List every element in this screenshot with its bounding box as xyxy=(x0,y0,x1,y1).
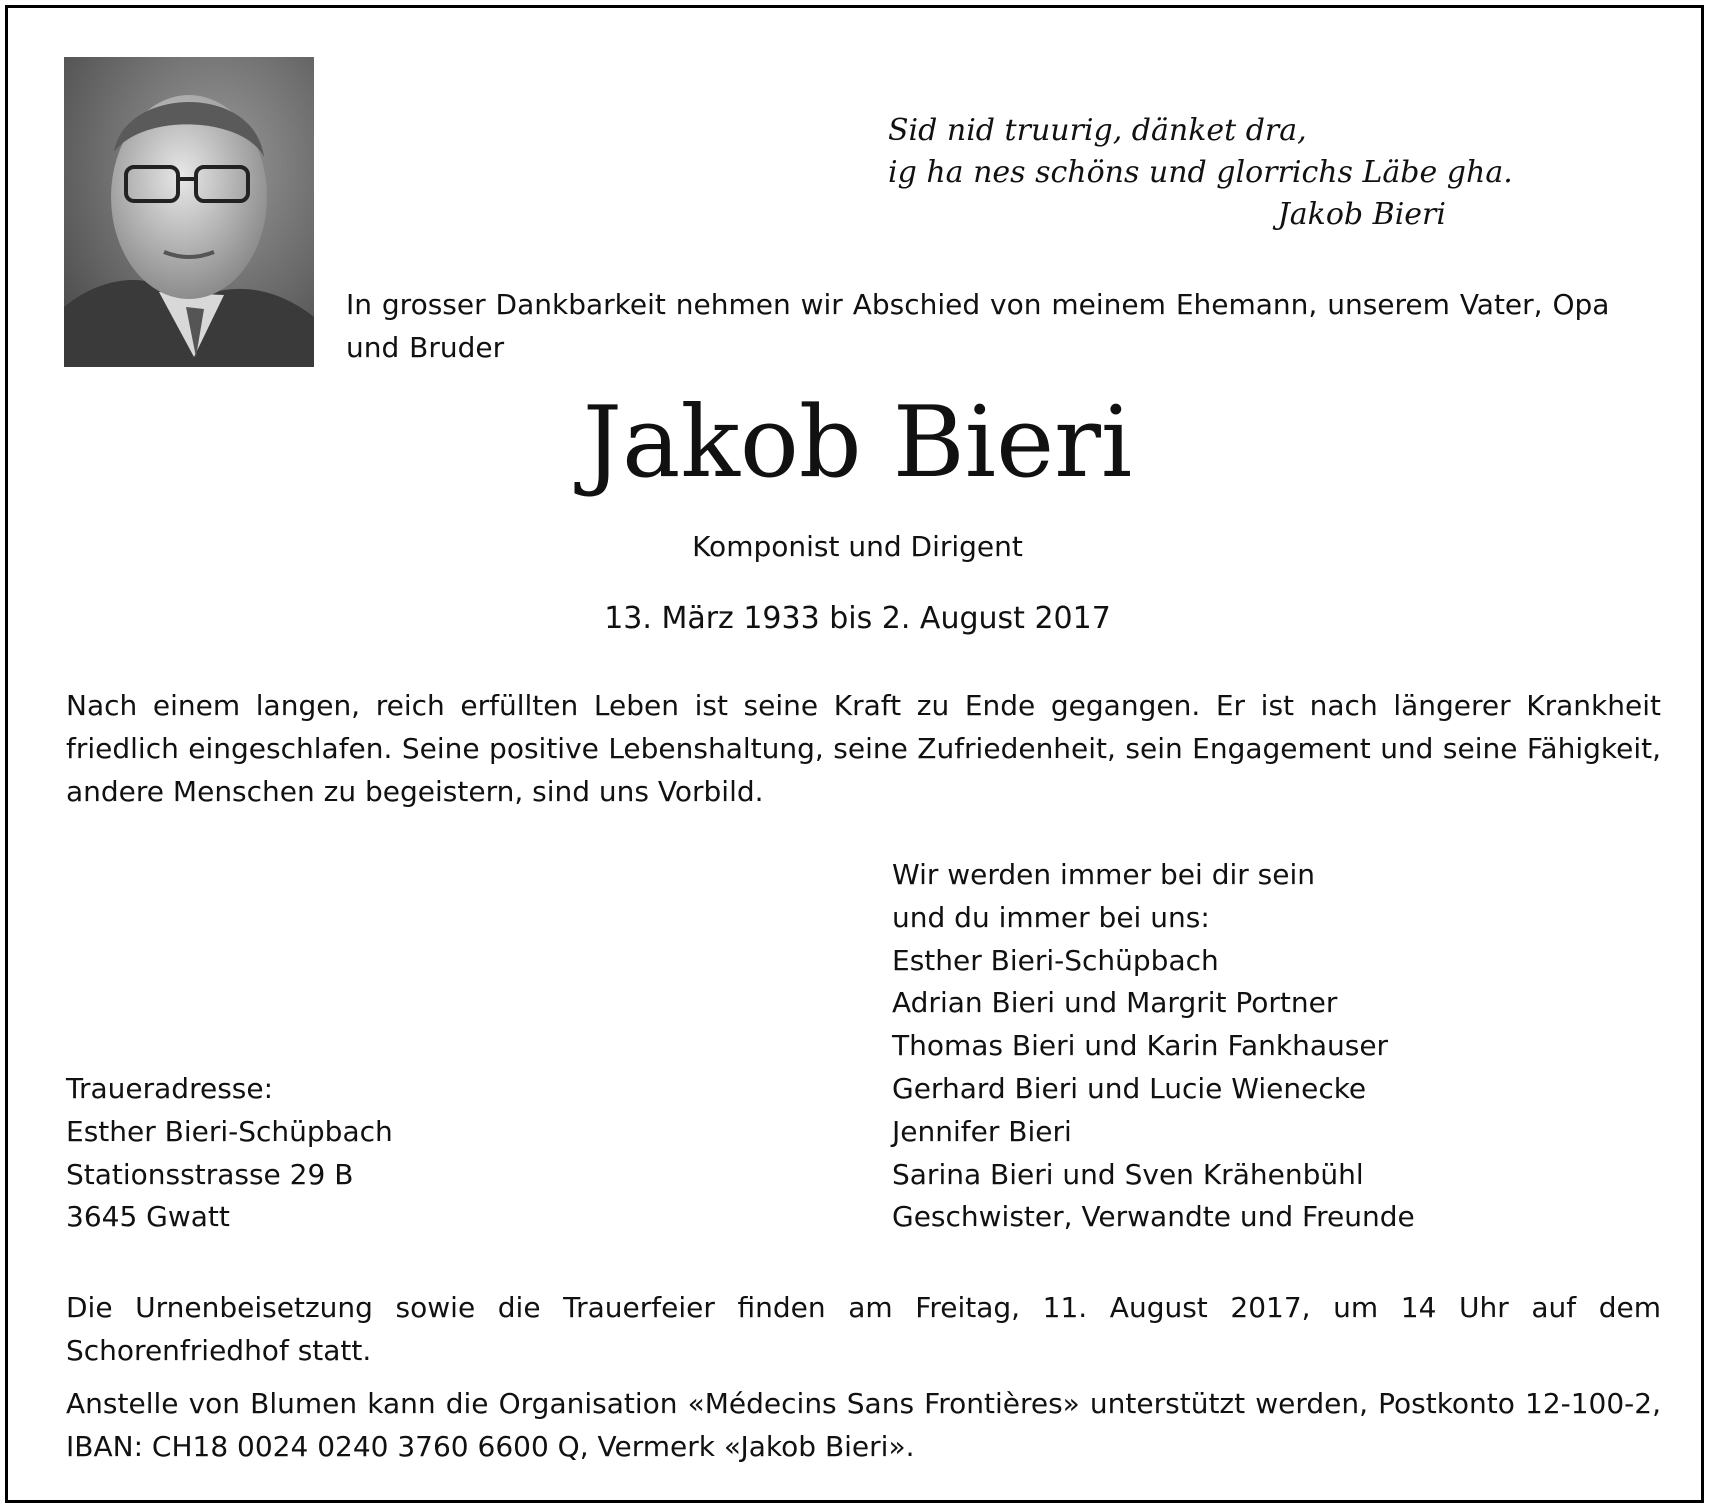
profession: Komponist und Dirigent xyxy=(692,530,1023,563)
family-line: Geschwister, Verwandte und Freunde xyxy=(892,1200,1415,1234)
life-dates: 13. März 1933 bis 2. August 2017 xyxy=(604,601,1111,636)
family-line: Jennifer Bieri xyxy=(892,1114,1072,1148)
obituary-notice xyxy=(5,5,1704,1503)
motto-quote xyxy=(888,110,1513,236)
funeral-info: Die Urnenbeisetzung sowie die Trauerfeier finden am Freitag, 11. August 2017, um 14 Uhr auf dem Schorenfriedhof statt. xyxy=(66,1291,1661,1367)
family-line: Adrian Bieri und Margrit Portner xyxy=(892,986,1338,1020)
family-list xyxy=(892,854,1652,1239)
address-line: Traueradresse: xyxy=(66,1072,274,1105)
family-line: Wir werden immer bei dir sein xyxy=(892,858,1316,891)
portrait-photo-graphic xyxy=(64,57,314,367)
address-line: 3645 Gwatt xyxy=(66,1200,230,1234)
family-line: Thomas Bieri und Karin Fankhauser xyxy=(892,1029,1389,1063)
donation-info: Anstelle von Blumen kann die Organisation «Médecins Sans Frontières» unterstützt werden, Postkonto 12-100-2, IBAN: CH18 0024 0240 3760 6600 Q, Vermerk «Jakob Bieri». xyxy=(66,1387,1661,1463)
motto-author: Jakob Bieri xyxy=(1277,197,1446,232)
family-line: Sarina Bieri und Sven Krähenbühl xyxy=(892,1157,1364,1191)
address-line: Stationsstrasse 29 B xyxy=(66,1157,354,1191)
portrait-photo xyxy=(64,57,314,367)
address-line: Esther Bieri-Schüpbach xyxy=(66,1114,393,1148)
mourning-address xyxy=(66,1068,766,1239)
family-line: und du immer bei uns: xyxy=(892,900,1210,934)
motto-line: Sid nid truurig, dänket dra, xyxy=(888,113,1307,148)
intro-text: In grosser Dankbarkeit nehmen wir Abschied von meinem Ehemann, unserem Vater, Opa und Bruder xyxy=(346,288,1610,364)
body-text: Nach einem langen, reich erfüllten Leben ist seine Kraft zu Ende gegangen. Er ist nach längerer Krankheit friedlich eingeschlafen. Seine positive Lebenshaltung, seine Zufriedenheit, sein Engagement und seine Fähigkeit, andere Menschen zu begeistern, sind uns Vorbild. xyxy=(66,689,1661,808)
deceased-name: Jakob Bieri xyxy=(582,386,1133,500)
family-line: Esther Bieri-Schüpbach xyxy=(892,943,1219,977)
motto-line: ig ha nes schöns und glorrichs Läbe gha. xyxy=(888,155,1513,190)
family-line: Gerhard Bieri und Lucie Wienecke xyxy=(892,1071,1367,1105)
